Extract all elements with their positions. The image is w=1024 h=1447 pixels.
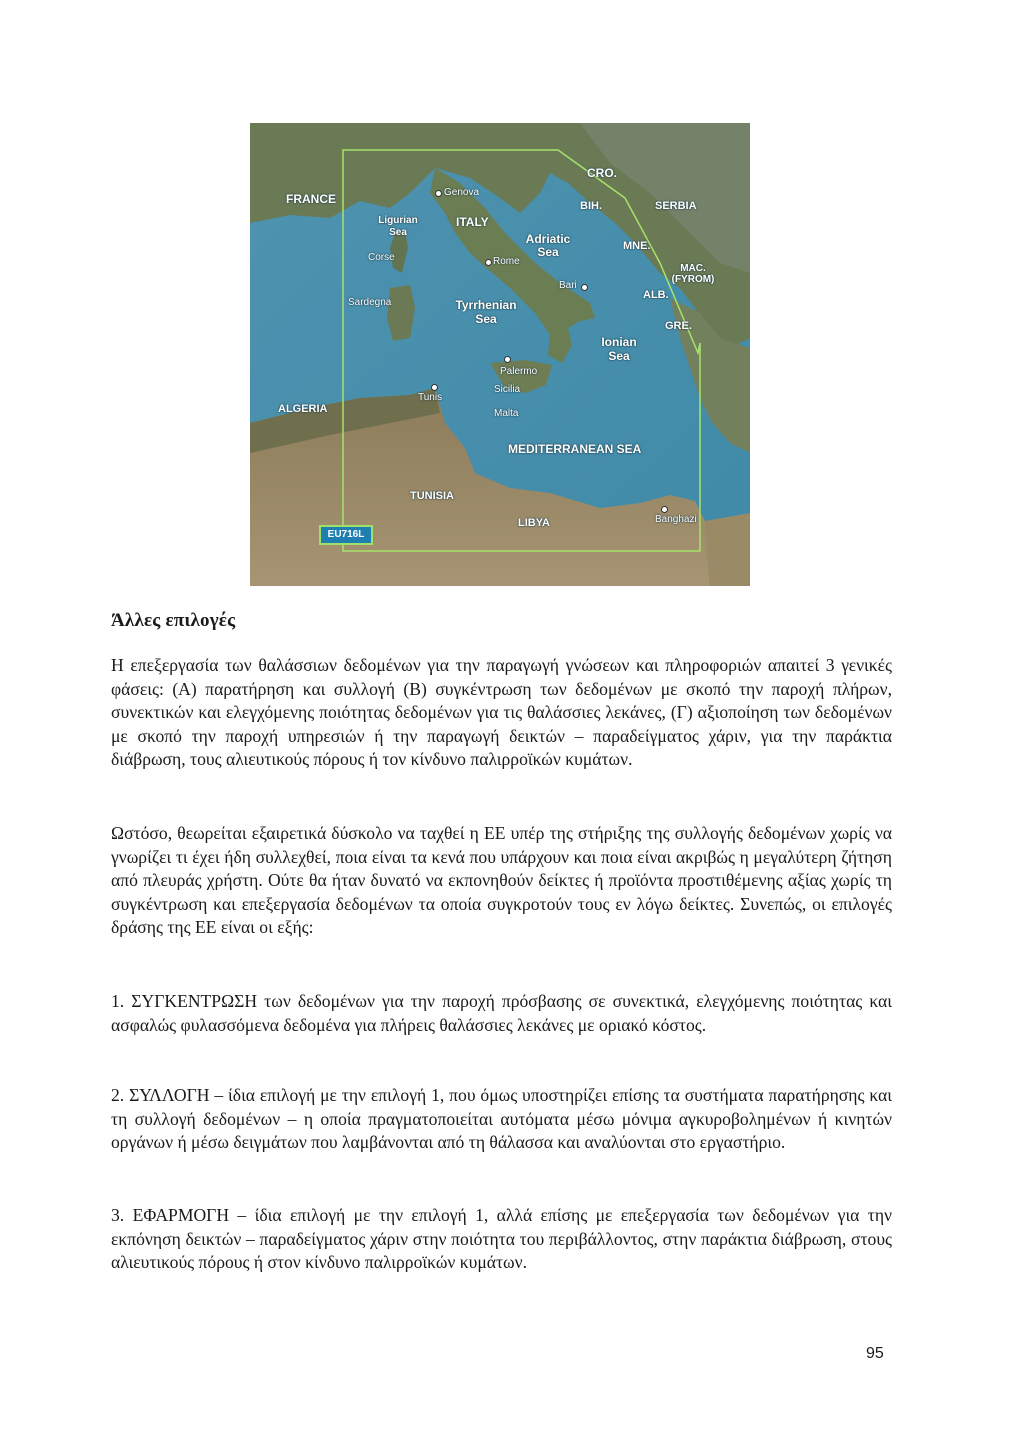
country-label-france: FRANCE <box>286 192 336 206</box>
paragraph-option-3: 3. ΕΦΑΡΜΟΓΗ – ίδια επιλογή με την επιλογή 1, αλλά επίσης με επεξεργασία των δεδομένων για την εκπόνηση δεικτών – παραδείγματος χάριν στην ποιότητα του περιβάλλοντος, στην παράκτια διάβρωση, στους αλιευτικούς πόρους ή στον κίνδυνο παλιρροϊκών κυμάτων. <box>111 1205 892 1273</box>
country-label-serbia: SERBIA <box>655 200 697 212</box>
city-marker-banghazi <box>661 506 668 513</box>
sea-label-ligurian: Ligurian Sea <box>378 215 418 238</box>
city-label-banghazi: Banghazi <box>655 514 697 525</box>
paragraph-option-2: 2. ΣΥΛΛΟΓΗ – ίδια επιλογή με την επιλογή 1, που όμως υποστηρίζει επίσης τα συστήματα παρατήρησης και τη συλλογή δεδομένων – η οποία πραγματοποιείται αυτόματα μέσω μόνιμα αγκυροβολημένων ή κινητών οργάνων ή μέσω δειγμάτων που λαμβάνονται από τη θάλασσα και αναλύονται στο εργαστήριο. <box>111 1085 892 1153</box>
paragraph-phases: Η επεξεργασία των θαλάσσιων δεδομένων για την παραγωγή γνώσεων και πληροφοριών απαιτεί 3 γενικές φάσεις: (Α) παρατήρηση και συλλογή (Β) συγκέντρωση των δεδομένων με σκοπό την παροχή πλήρων, συνεκτικών και ελεγχόμενης ποιότητας δεδομένων για τις θαλάσσιες λεκάνες, (Γ) αξιοποίηση των δεδομένων με σκοπό την παροχή υπηρεσιών ή την παραγωγή δεικτών – παραδείγματος χάριν, για την παράκτια διάβρωση, τους αλιευτικούς πόρους ή τον κίνδυνο παλιρροϊκών κυμάτων. <box>111 655 892 770</box>
island-label-sicilia: Sicilia <box>494 384 521 395</box>
country-label-tunisia: TUNISIA <box>410 490 454 502</box>
sea-label-mediterranean: MEDITERRANEAN SEA <box>508 442 642 456</box>
city-label-palermo: Palermo <box>500 366 538 377</box>
city-marker-rome <box>485 259 492 266</box>
city-label-tunis: Tunis <box>418 392 443 403</box>
country-label-algeria: ALGERIA <box>278 403 328 415</box>
product-code-badge: EU716L <box>319 525 373 545</box>
island-label-corse: Corse <box>368 252 395 263</box>
country-label-mac: MAC. (FYROM) <box>671 263 715 285</box>
page-number: 95 <box>866 1345 884 1362</box>
island-label-malta: Malta <box>494 408 519 419</box>
city-marker-palermo <box>504 356 511 363</box>
sea-label-adriatic: Adriatic Sea <box>525 232 571 259</box>
city-label-bari: Bari <box>559 280 577 291</box>
country-label-cro: CRO. <box>587 166 617 180</box>
city-marker-bari <box>581 284 588 291</box>
country-label-bih: BIH. <box>580 200 602 212</box>
country-label-mne: MNE. <box>623 240 651 252</box>
city-label-genova: Genova <box>444 187 480 198</box>
city-marker-tunis <box>431 384 438 391</box>
country-label-italy: ITALY <box>456 215 489 229</box>
paragraph-difficulty: Ωστόσο, θεωρείται εξαιρετικά δύσκολο να ταχθεί η ΕΕ υπέρ της στήριξης της συλλογής δεδομένων χωρίς να γνωρίζει τι έχει ήδη συλλεχθεί, ποια είναι τα κενά που υπάρχουν και ποια είναι ακριβώς η μεγαλύτερη ζήτηση από πλευράς χρήστη. Ούτε θα ήταν δυνατό να εκπονηθούν δείκτες ή προϊόντα προστιθέμενης αξίας χωρίς τη συγκέντρωση και επεξεργασία δεδομένων τα οποία συγκροτούν τους εν λόγω δείκτες. Συνεπώς, οι επιλογές δράσης της ΕΕ είναι οι εξής: <box>111 823 892 938</box>
country-label-libya: LIBYA <box>518 517 550 529</box>
section-title: Άλλες επιλογές <box>111 610 236 631</box>
country-label-alb: ALB. <box>643 289 669 301</box>
paragraph-option-1: 1. ΣΥΓΚΕΝΤΡΩΣΗ των δεδομένων για την παροχή πρόσβασης σε συνεκτικά, ελεγχόμενης ποιότητας και ασφαλώς φυλασσόμενα δεδομένα για πλήρεις θαλάσσιες λεκάνες με οριακό κόστος. <box>111 991 892 1035</box>
sea-label-ionian: Ionian Sea <box>601 335 637 363</box>
map-figure <box>250 123 750 586</box>
sea-label-tyrrhenian: Tyrrhenian Sea <box>455 298 517 326</box>
city-marker-genova <box>435 190 442 197</box>
city-label-rome: Rome <box>493 256 520 267</box>
island-label-sardegna: Sardegna <box>348 297 392 308</box>
country-label-gre: GRE. <box>665 320 692 332</box>
